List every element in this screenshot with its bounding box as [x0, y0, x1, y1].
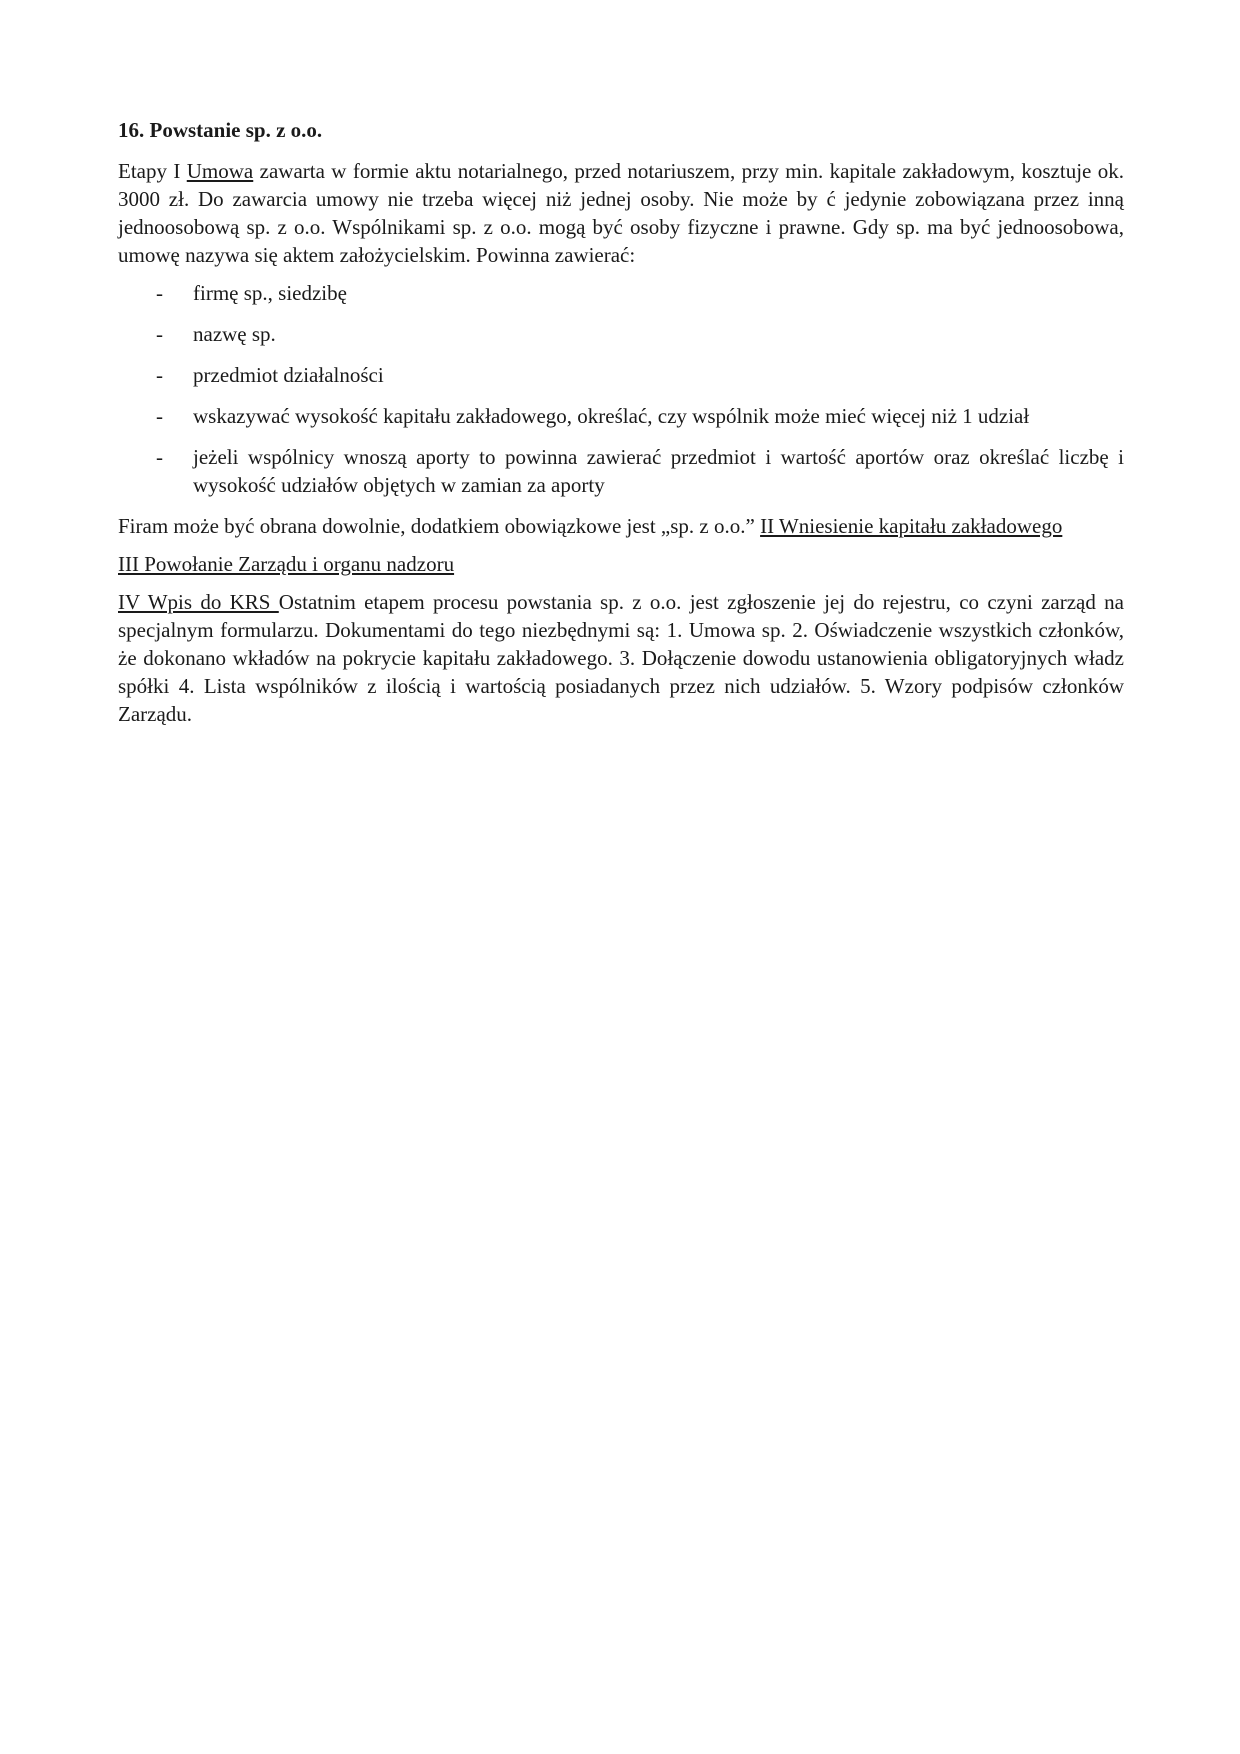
list-marker: - — [156, 322, 163, 346]
required-contents-list — [118, 279, 1124, 499]
list-marker: - — [156, 363, 163, 387]
intro-text: zawarta w formie aktu notarialnego, przed notariuszem, przy min. kapitale zakładowym, kosztuje ok. 3000 zł. Do zawarcia umowy nie trzeba więcej niż jednej osoby. Nie może by ć jedynie zobowiązana przez inną jednoosobową sp. z o.o. Wspólnikami sp. z o.o. mogą być osoby fizyczne i prawne. Gdy sp. ma być jednoosobowa, umowę nazywa się aktem założycielskim. Powinna zawierać: — [118, 159, 1124, 267]
list-item — [118, 279, 1124, 307]
intro-paragraph — [118, 157, 1124, 269]
list-item — [118, 443, 1124, 499]
krs-paragraph — [118, 588, 1124, 728]
firma-paragraph — [118, 512, 1124, 540]
stage-2-wniesienie: II Wniesienie kapitału zakładowego — [760, 514, 1063, 538]
list-marker: - — [156, 281, 163, 305]
document-page — [118, 116, 1124, 738]
section-heading: 16. Powstanie sp. z o.o. — [118, 118, 323, 142]
list-item — [118, 402, 1124, 430]
list-item — [118, 361, 1124, 389]
stage-1-umowa: Umowa — [186, 159, 254, 183]
list-item-text: nazwę sp. — [193, 322, 276, 346]
firma-text: Firam może być obrana dowolnie, dodatkiem obowiązkowe jest „sp. z o.o.” — [118, 514, 761, 538]
list-item-text: firmę sp., siedzibę — [193, 281, 347, 305]
list-item — [118, 320, 1124, 348]
stage-4-wpis-krs: IV Wpis do KRS — [118, 590, 279, 614]
krs-text: Ostatnim etapem procesu powstania sp. z o.o. jest zgłoszenie jej do rejestru, co czyni zarząd na specjalnym formularzu. Dokumentami do tego niezbędnymi są: 1. Umowa sp. 2. Oświadczenie wszystkich członków, że dokonano wkładów na pokrycie kapitału zakładowego. 3. Dołączenie dowodu ustanowienia obligatoryjnych władz spółki 4. Lista wspólników z ilością i wartością posiadanych przez nich udziałów. 5. Wzory podpisów członków Zarządu. — [118, 590, 1124, 726]
stage-3-powolanie: III Powołanie Zarządu i organu nadzoru — [118, 552, 455, 576]
list-marker: - — [156, 404, 163, 428]
stage-3-paragraph — [118, 550, 1124, 578]
list-marker: - — [156, 445, 163, 469]
intro-prefix: Etapy I — [118, 159, 187, 183]
list-item-text: jeżeli wspólnicy wnoszą aporty to powinna zawierać przedmiot i wartość aportów oraz określać liczbę i wysokość udziałów objętych w zamian za aporty — [193, 445, 1124, 497]
list-item-text: wskazywać wysokość kapitału zakładowego, określać, czy wspólnik może mieć więcej niż 1 udział — [193, 404, 1030, 428]
list-item-text: przedmiot działalności — [193, 363, 384, 387]
